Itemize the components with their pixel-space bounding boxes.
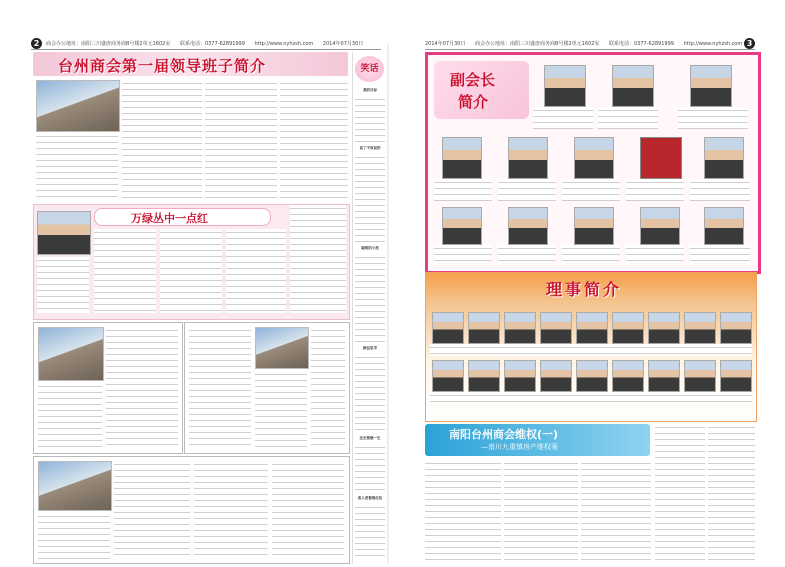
vp-portrait-8 (704, 137, 744, 179)
right-header-url: http://www.nyhzsh.com (683, 41, 743, 47)
rights-body-col4 (655, 424, 705, 560)
joke-text-5 (355, 444, 385, 492)
vp-portrait-1 (544, 65, 586, 107)
vp-caption-3 (678, 107, 748, 129)
feature-section (33, 204, 350, 320)
vp-caption-10 (498, 245, 556, 263)
vp-caption-11 (562, 245, 620, 263)
profile-1-body (106, 327, 178, 447)
left-header-url: http://www.nyhzsh.com (254, 41, 314, 47)
director-portrait-8 (684, 312, 716, 344)
joke-item-2: 说了不该说的 (359, 146, 381, 150)
vp-caption-5 (498, 179, 556, 201)
left-header-rule (31, 49, 381, 50)
right-header-rule (425, 49, 755, 50)
left-page-number: 2 (31, 38, 42, 49)
vp-caption-12 (626, 245, 684, 263)
rights-body-col1 (425, 460, 501, 560)
rights-title-band (425, 424, 650, 456)
president-photo (36, 80, 120, 132)
profile-3-caption (38, 513, 110, 559)
joke-item-6: 客人老看理化妆 (357, 496, 383, 500)
profile-box-3 (33, 456, 350, 564)
vice-president-title-line2: 简介 (458, 93, 489, 111)
director-portrait-9 (720, 312, 752, 344)
joke-item-5: 注定要做一生 (359, 436, 381, 440)
director-portrait-7 (648, 312, 680, 344)
vp-portrait-13 (704, 207, 744, 245)
directors-title: 理事简介 (546, 280, 623, 299)
vp-caption-6 (562, 179, 620, 201)
director-portrait-18 (720, 360, 752, 392)
vice-president-heading (434, 61, 529, 119)
vp-company-logo (640, 137, 682, 179)
profile-2-photo (255, 327, 309, 369)
president-body-col3 (280, 80, 348, 200)
profile-1-photo (38, 327, 104, 381)
president-body-col2 (205, 80, 277, 200)
joke-text-3 (355, 254, 385, 342)
joke-sidebar (352, 52, 386, 564)
right-header-date: 2014年07月30日 (425, 41, 466, 47)
director-portrait-17 (684, 360, 716, 392)
director-portrait-10 (432, 360, 464, 392)
vp-portrait-2 (612, 65, 654, 107)
profile-3-photo (38, 461, 112, 511)
vp-portrait-10 (508, 207, 548, 245)
president-body-col1 (122, 80, 202, 200)
director-portrait-5 (576, 312, 608, 344)
right-header-address: 商会办公地址：南阳三川盛唐商务商B号楼2单元1602室 (475, 41, 600, 47)
rights-body-col2 (504, 460, 578, 560)
feature-title-band (94, 208, 271, 226)
feature-photo (37, 211, 91, 255)
vp-portrait-6 (574, 137, 614, 179)
director-portrait-3 (504, 312, 536, 344)
left-header-phone: 联系电话：0377-62891999 (179, 41, 245, 47)
vp-caption-7 (626, 179, 684, 201)
right-page-number: 3 (744, 38, 755, 49)
joke-item-4: 换位思考 (363, 346, 377, 350)
joke-text-4 (355, 354, 385, 432)
feature-caption (37, 257, 89, 313)
joke-text-1 (355, 96, 385, 142)
profile-3-body-col2 (194, 461, 268, 559)
rights-subtitle: —南川九重镇房产维权案 (481, 443, 558, 451)
profile-2-body-col1 (189, 327, 251, 447)
joke-text-6 (355, 504, 385, 560)
profile-2-body-col2 (311, 327, 345, 447)
feature-body-col2 (160, 229, 222, 313)
director-portrait-11 (468, 360, 500, 392)
left-header-address: 商会办公地址：南阳三川盛唐商务商B号楼2单元1602室 (46, 41, 171, 47)
rights-title: 南阳台州商会维权(一) (449, 428, 559, 441)
feature-body-col3 (226, 229, 286, 313)
joke-item-1: 我的目标 (363, 88, 377, 92)
joke-badge (355, 56, 384, 82)
joke-text-2 (355, 154, 385, 242)
right-header-phone: 联系电话：0377-62891999 (608, 41, 674, 47)
director-portrait-16 (648, 360, 680, 392)
main-title-band (33, 52, 348, 76)
joke-badge-label: 笑话 (360, 64, 379, 74)
profile-box-1 (33, 322, 183, 454)
profile-2-caption (255, 371, 307, 447)
vp-portrait-3 (690, 65, 732, 107)
vp-caption-4 (434, 179, 492, 201)
director-portrait-12 (504, 360, 536, 392)
director-portrait-6 (612, 312, 644, 344)
profile-3-body-col1 (114, 461, 190, 559)
president-caption-text (36, 133, 118, 201)
vp-portrait-4 (442, 137, 482, 179)
vp-portrait-12 (640, 207, 680, 245)
vp-portrait-9 (442, 207, 482, 245)
left-header-date: 2014年07月30日 (322, 41, 364, 47)
vp-caption-1 (533, 107, 593, 129)
joke-item-3: 聪明的小孩 (361, 246, 379, 250)
director-portrait-15 (612, 360, 644, 392)
vp-portrait-5 (508, 137, 548, 179)
main-title: 台州商会第一届领导班子简介 (58, 57, 267, 75)
vp-caption-13 (690, 245, 750, 263)
feature-body-col1 (94, 229, 156, 313)
director-portrait-1 (432, 312, 464, 344)
directors-grid (430, 312, 752, 418)
vp-portrait-11 (574, 207, 614, 245)
profile-1-caption (38, 383, 102, 447)
profile-box-2 (184, 322, 350, 454)
rights-body-col3 (581, 460, 651, 560)
vice-president-title-line1: 副会长 (450, 71, 496, 89)
vp-caption-2 (598, 107, 658, 129)
vp-caption-8 (690, 179, 750, 201)
director-portrait-2 (468, 312, 500, 344)
vp-caption-9 (434, 245, 492, 263)
feature-body-col4 (290, 205, 346, 313)
director-captions-row-1 (430, 344, 752, 356)
feature-title: 万绿丛中一点红 (131, 212, 208, 225)
vice-president-frame (425, 52, 761, 274)
director-portrait-14 (576, 360, 608, 392)
director-captions-row-2 (430, 392, 752, 404)
director-portrait-4 (540, 312, 572, 344)
page-gutter (387, 44, 389, 564)
rights-body-col5 (708, 424, 755, 560)
profile-3-body-col3 (272, 461, 344, 559)
director-portrait-13 (540, 360, 572, 392)
